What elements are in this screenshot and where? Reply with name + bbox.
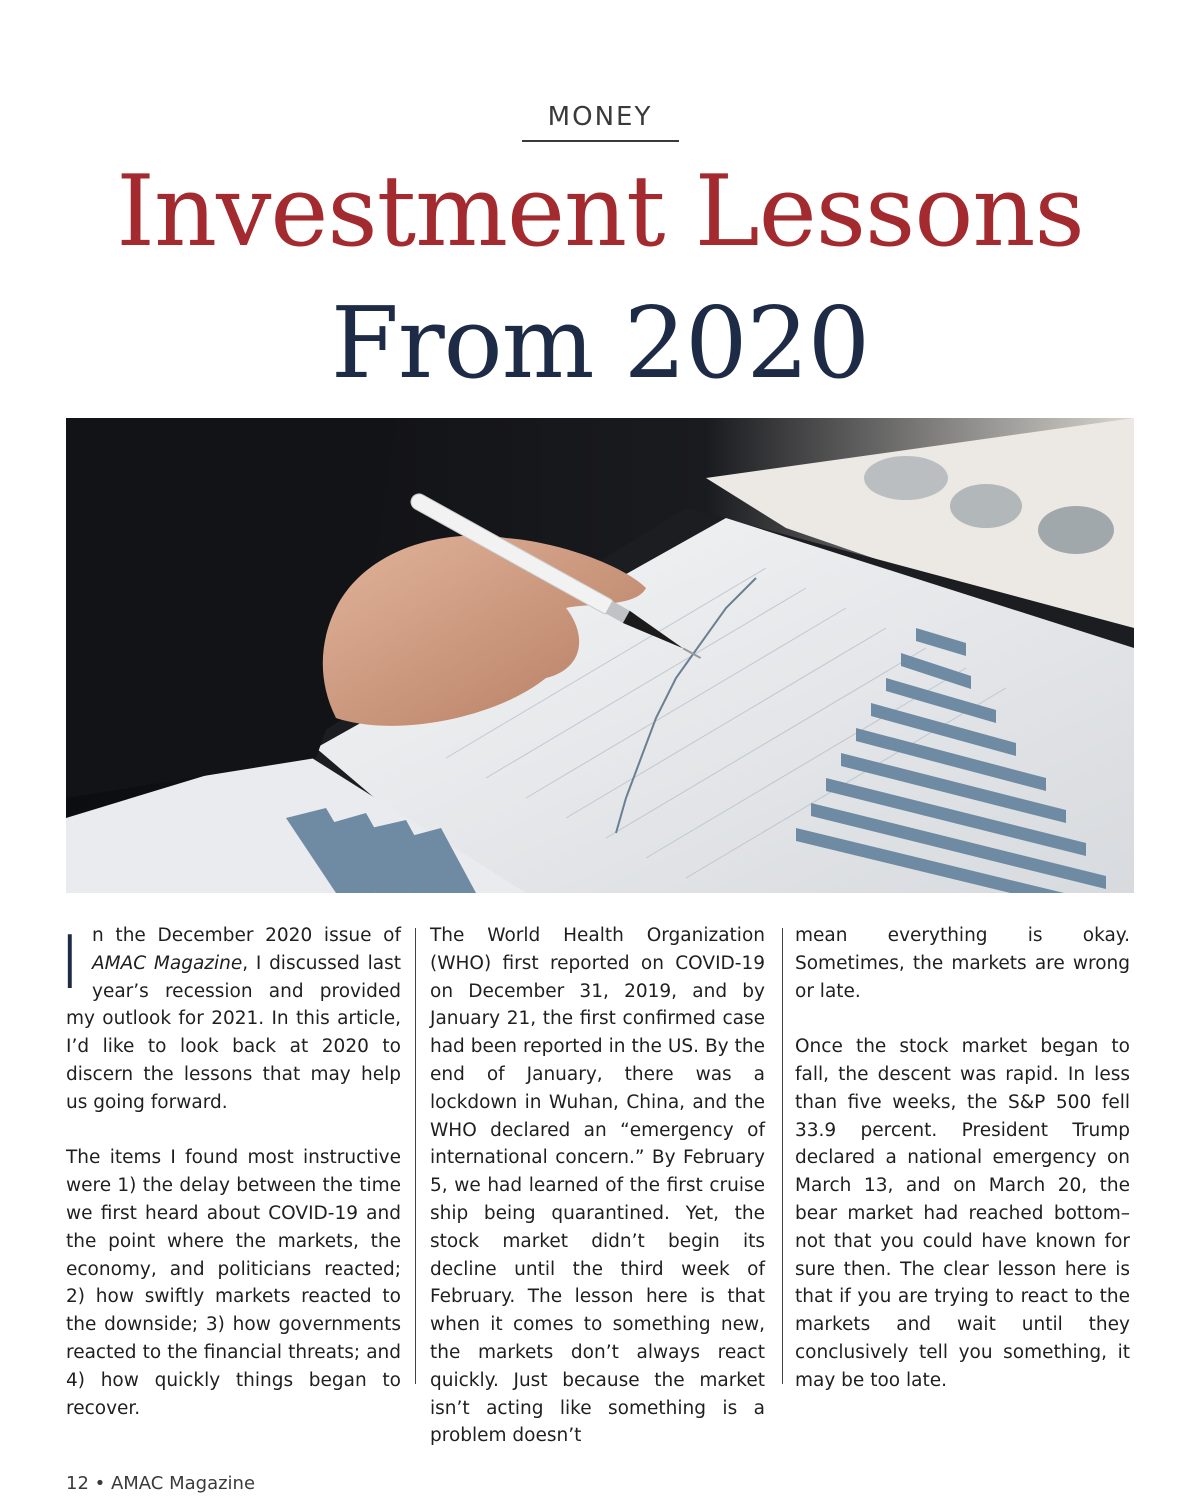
paragraph: The World Health Organization (WHO) first reported on COVID-19 on December 31, 2019, and by January 21, the first confirmed case had been reported in the US. By the end of January, there was a lockdown in Wuhan, China, and the WHO declared an “emergency of international concern.” By February 5, we had learned of the first cruise ship being quarantined. Yet, the stock market didn’t begin its decline until the third week of February. The lesson here is that when it comes to something new, the markets don’t always react quickly. Just because the market isn’t acting like something is a problem doesn’t: [430, 925, 765, 1447]
column-divider: [782, 928, 783, 1384]
page-title-line-1: Investment Lessons: [116, 155, 1084, 269]
paragraph: [66, 917, 401, 1117]
column-divider: [415, 928, 416, 1384]
paragraph-text: , I discussed last year’s recession and provided my outlook for 2021. In this article, I’d like to look back at 2020 to discern the lessons that may help us going forward.: [66, 952, 401, 1113]
drop-cap: I: [66, 917, 74, 1005]
publication-name: AMAC Magazine: [92, 952, 243, 974]
page-title-line-2: From 2020: [330, 287, 870, 401]
paragraph: mean everything is okay. Sometimes, the markets are wrong or late.: [795, 925, 1130, 1002]
section-rule: [522, 140, 679, 142]
hero-photo: [66, 418, 1134, 893]
paragraph: The items I found most instructive were 1) the delay between the time we first heard about COVID-19 and the point where the markets, the economy, and politicians reacted; 2) how swiftly markets reacted to the downside; 3) how governments reacted to the financial threats; and 4) how quickly things began to recover.: [66, 1147, 401, 1419]
article-body: [66, 917, 1134, 1447]
chart-photo-icon: [66, 418, 1134, 893]
article-column-2: [430, 922, 765, 1478]
section-label: MONEY: [547, 102, 653, 132]
paragraph: Once the stock market began to fall, the descent was rapid. In less than five weeks, the S&P 500 fell 33.9 percent. President Trump declared a national emergency on March 13, and on March 20, the bear market had reached bottom–not that you could have known for sure then. The clear lesson here is that if you are trying to react to the markets and wait until they conclusively tell you something, it may be too late.: [795, 1036, 1130, 1391]
article-column-1: [66, 917, 401, 1450]
page-footer: 12 • AMAC Magazine: [66, 1473, 256, 1494]
article-column-3: [795, 922, 1130, 1422]
paragraph-text: n the December 2020 issue of: [92, 925, 401, 946]
